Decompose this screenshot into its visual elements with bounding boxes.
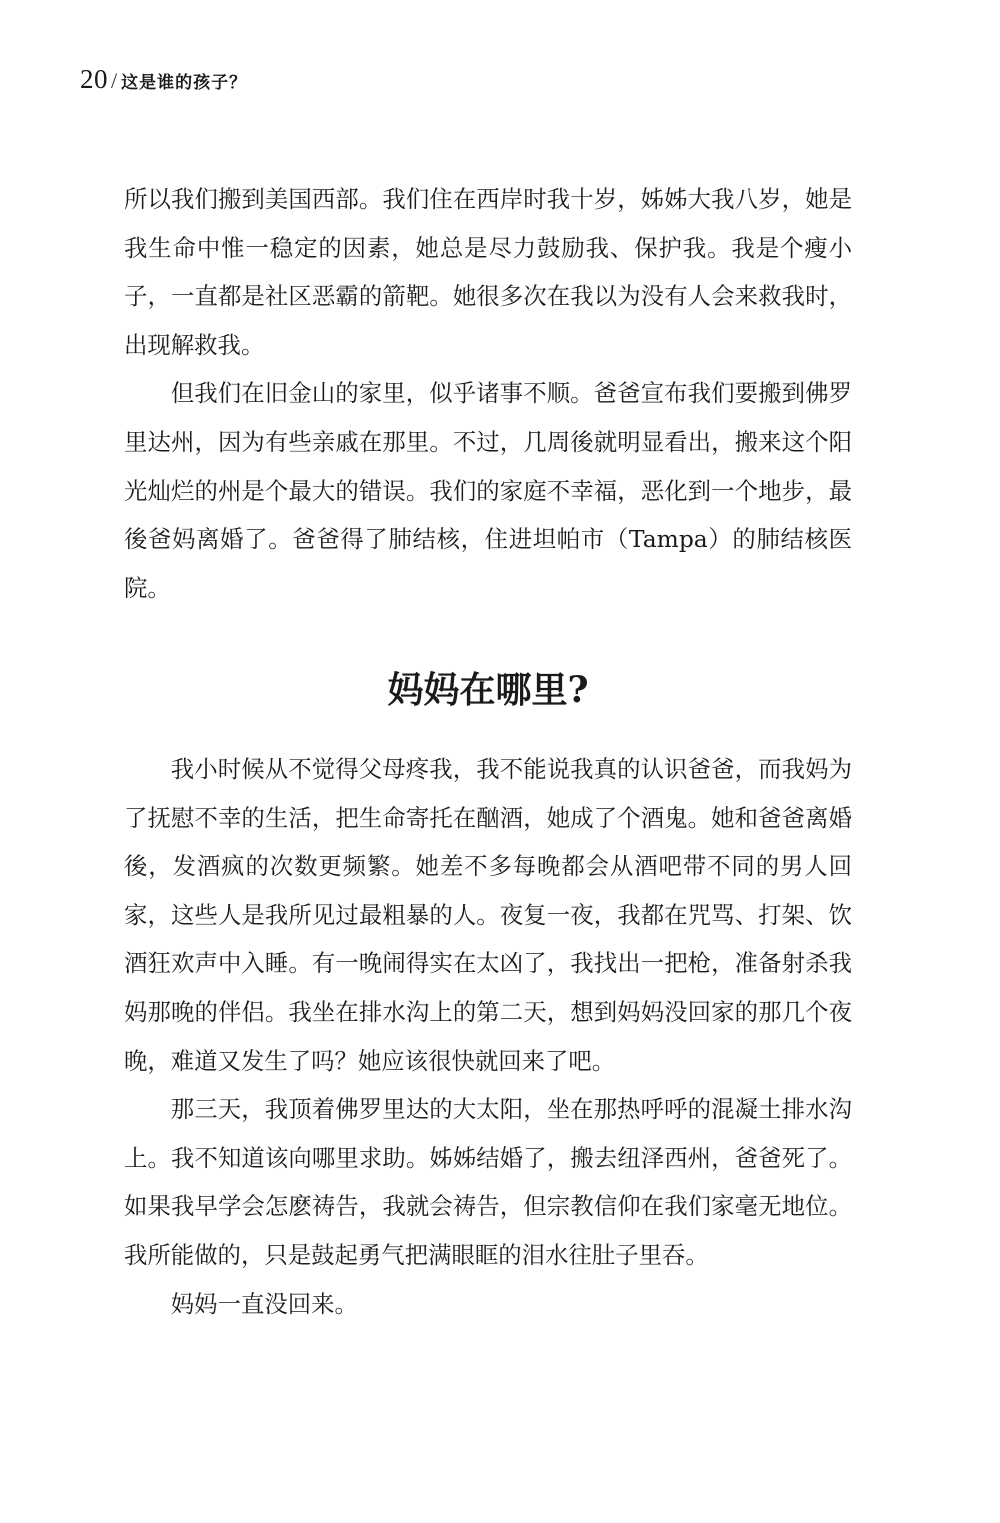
paragraph: 我小时候从不觉得父母疼我，我不能说我真的认识爸爸，而我妈为了抚慰不幸的生活，把生命寄托在酗酒，她成了个酒鬼。她和爸爸离婚後，发酒疯的次数更频繁。她差不多每晚都会从酒吧带不同的男人回家，这些人是我所见过最粗暴的人。夜复一夜，我都在咒骂、打架、饮酒狂欢声中入睡。有一晚闹得实在太凶了，我找出一把枪，准备射杀我妈那晚的伴侣。我坐在排水沟上的第二天，想到妈妈没回家的那几个夜晚，难道又发生了吗？她应该很快就回来了吧。 bbox=[124, 755, 852, 1075]
paragraph: 但我们在旧金山的家里，似乎诸事不顺。爸爸宣布我们要搬到佛罗里达州，因为有些亲戚在那里。不过，几周後就明显看出，搬来这个阳光灿烂的州是个最大的错误。我们的家庭不幸福，恶化到一个地步，最後爸妈离婚了。爸爸得了肺结核，住进坦帕市（Tampa）的肺结核医院。 bbox=[124, 379, 852, 602]
running-header bbox=[80, 64, 247, 95]
section-heading: 妈妈在哪里? bbox=[387, 669, 589, 711]
header-separator: / bbox=[111, 68, 118, 93]
page-number: 20 bbox=[80, 64, 108, 94]
paragraph: 妈妈一直没回来。 bbox=[170, 1289, 358, 1318]
paragraph: 所以我们搬到美国西部。我们住在西岸时我十岁，姊姊大我八岁，她是我生命中惟一稳定的因素，她总是尽力鼓励我、保护我。我是个瘦小子，一直都是社区恶霸的箭靶。她很多次在我以为没有人会来救我时，出现解救我。 bbox=[124, 185, 852, 359]
paragraph: 那三天，我顶着佛罗里达的大太阳，坐在那热呼呼的混凝土排水沟上。我不知道该向哪里求助。姊姊结婚了，搬去纽泽西州，爸爸死了。如果我早学会怎麽祷告，我就会祷告，但宗教信仰在我们家毫无地位。我所能做的，只是鼓起勇气把满眼眶的泪水往肚子里吞。 bbox=[124, 1095, 852, 1269]
intro-section bbox=[124, 175, 852, 612]
book-title: 这是谁的孩子？ bbox=[121, 73, 248, 93]
mother-section bbox=[124, 745, 852, 1328]
